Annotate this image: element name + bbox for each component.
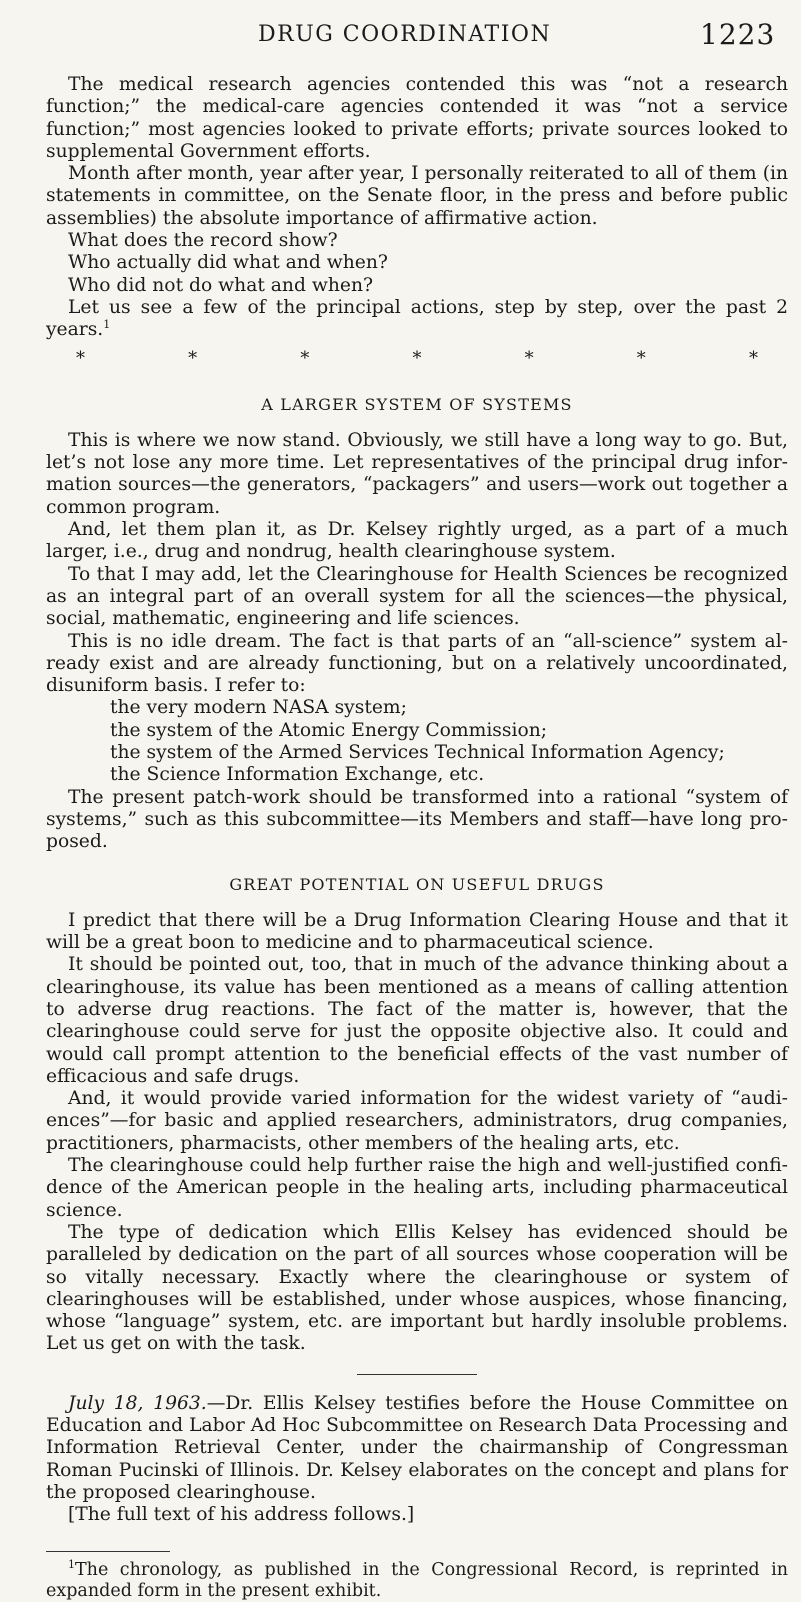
body-text [46, 74, 788, 1602]
list-item: the very modern NASA system; [110, 697, 407, 719]
list-item: the system of the Armed Services Technical Information Agency; [110, 742, 725, 764]
paragraph: The clearinghouse could help further raise the high and well-justified confidence of the American people in the healing arts, including pharmaceutical science. [46, 1155, 788, 1221]
list-item: the system of the Atomic Energy Commission; [110, 719, 548, 741]
intro-paragraph: The medical research agencies contended this was “not a research function;” the medical-care agencies contended it was “not a service function;” most agencies looked to private efforts; private sources looked to supplemental Government efforts. [46, 74, 788, 162]
ellipsis-stars [46, 344, 788, 374]
dated-entry [46, 1393, 788, 1504]
star-mark: * [76, 347, 85, 369]
footnote-marker: 1 [68, 1557, 75, 1571]
question-line: Who did not do what and when? [68, 274, 374, 296]
paragraph: The present patch-work should be transformed into a rational “system of systems,” such as this subcommittee—its Members and staff—have long proposed. [46, 786, 788, 853]
paragraph: I predict that there will be a Drug Information Clearing House and that it will be a great boon to medicine and to pharmaceutical science. [46, 909, 788, 954]
paragraph: This is no idle dream. The fact is that parts of an “all-science” system already exist and are already functioning, but on a relatively uncoordinated, disuniform basis. I refer to: [46, 630, 788, 697]
star-mark: * [524, 347, 534, 369]
page-number: 1223 [700, 18, 776, 51]
paragraph: And, it would provide varied information for the widest variety of “audiences”—for basic and applied researchers, administrators, drug companies, practitioners, pharmacists, other members of the healing arts, etc. [46, 1088, 788, 1154]
section-divider [357, 1374, 477, 1375]
star-mark: * [412, 347, 422, 369]
footnote [46, 1557, 788, 1602]
entry-text: —Dr. Ellis Kelsey testifies before the House Committee on Education and Labor Ad Hoc Subcommittee on Research Data Processing and Information Retrieval Center, under the chairmanship of Congressman Roman Pucinski of Illinois. Dr. Kelsey elaborates on the concept and plans for the proposed clearinghouse. [46, 1392, 788, 1503]
question-line: What does the record show? [68, 230, 338, 252]
list-item: the Science Information Exchange, etc. [110, 764, 485, 786]
entry-note: [The full text of his address follows.] [68, 1504, 415, 1526]
footnote-ref: 1 [103, 318, 111, 332]
paragraph: And, let them plan it, as Dr. Kelsey rightly urged, as a part of a much larger, i.e., drug and nondrug, health clearinghouse system. [46, 519, 788, 563]
paragraph: To that I may add, let the Clearinghouse for Health Sciences be recognized as an integral part of an overall system for all the sciences—the physical, social, mathematic, engineering and life sciences. [46, 563, 788, 630]
section-heading: GREAT POTENTIAL ON USEFUL DRUGS [229, 874, 605, 894]
intro-paragraph: Month after month, year after year, I personally reiterated to all of them (in statements in committee, on the Senate floor, in the press and before public assemblies) the absolute importance of affirmative action. [46, 163, 788, 229]
page-header [0, 16, 801, 56]
question-line: Who actually did what and when? [68, 252, 388, 274]
paragraph: This is where we now stand. Obviously, we still have a long way to go. But, let’s not lose any more time. Let representatives of the principal drug information sources—the generators, “packagers” and users—work out together a common program. [46, 429, 788, 518]
star-mark: * [300, 347, 310, 369]
star-mark: * [188, 347, 198, 369]
lead-in-text: Let us see a few of the principal actions, step by step, over the past 2 years. [46, 296, 788, 341]
running-head: DRUG COORDINATION [258, 22, 552, 47]
star-mark: * [636, 347, 646, 369]
star-mark: * [748, 347, 758, 369]
footnote-text: The chronology, as published in the Congressional Record, is reprinted in expanded form in the present exhibit. [46, 1559, 788, 1601]
footnote-divider [46, 1551, 170, 1552]
lead-in-paragraph [46, 297, 788, 342]
section-heading: A LARGER SYSTEM OF SYSTEMS [261, 394, 573, 414]
reference-list [46, 697, 788, 786]
paragraph: It should be pointed out, too, that in much of the advance thinking about a clearinghouse, its value has been mentioned as a means of calling attention to adverse drug reactions. The fact of the matter is, however, that the clearinghouse could serve for just the opposite objective also. It could and would call prompt attention to the beneficial effects of the vast number of efficacious and safe drugs. [46, 954, 788, 1087]
entry-date: July 18, 1963. [68, 1392, 207, 1414]
paragraph: The type of dedication which Ellis Kelsey has evidenced should be paralleled by dedication on the part of all sources whose cooperation will be so vitally necessary. Exactly where the clearinghouse or system of clearinghouses will be established, under whose auspices, whose financing, whose “language” system, etc. are important but hardly insoluble problems. Let us get on with the task. [46, 1221, 788, 1355]
